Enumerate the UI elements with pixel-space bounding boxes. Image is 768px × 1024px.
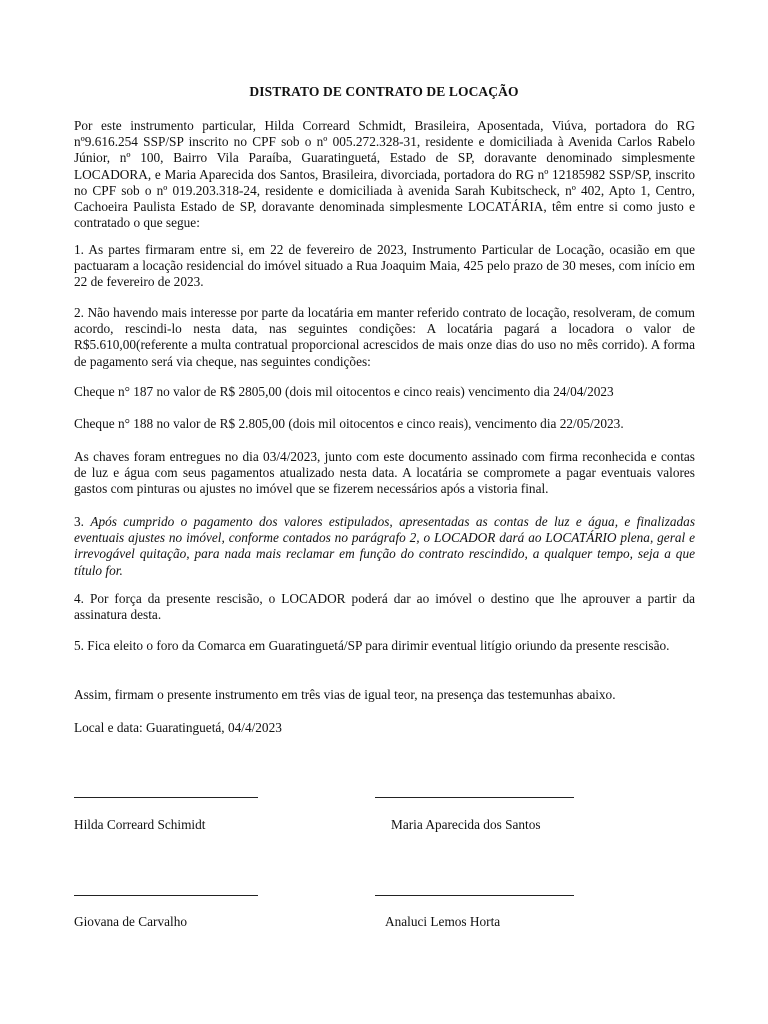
keys-paragraph: As chaves foram entregues no dia 03/4/2023, junto com este documento assinado com firma reconhecida e contas de luz e água com seus pagamentos atualizado nesta data. A locatária se compromete a pagar eventuais valores gastos com pinturas ou ajustes no imóvel que se fizerem necessários após a vistoria final. <box>74 449 695 497</box>
signature-line-2 <box>375 797 574 798</box>
clause-3-number: 3. <box>74 514 91 529</box>
signature-line-3 <box>74 895 258 896</box>
document-title: DISTRATO DE CONTRATO DE LOCAÇÃO <box>249 84 519 99</box>
place-date: Local e data: Guaratinguetá, 04/4/2023 <box>74 720 282 735</box>
clause-5: 5. Fica eleito o foro da Comarca em Guaratinguetá/SP para dirimir eventual litígio oriundo da presente rescisão. <box>74 638 670 653</box>
signature-name-3: Giovana de Carvalho <box>74 914 187 929</box>
clause-1: 1. As partes firmaram entre si, em 22 de fevereiro de 2023, Instrumento Particular de Locação, ocasião em que pactuaram a locação residencial do imóvel situado a Rua Joaquim Maia, 425 pelo prazo de 30 meses, com início em 22 de fevereiro de 2023. <box>74 242 695 290</box>
cheque-2: Cheque n° 188 no valor de R$ 2.805,00 (dois mil oitocentos e cinco reais), vencimento dia 22/05/2023. <box>74 416 624 431</box>
signature-line-4 <box>375 895 574 896</box>
signature-name-4: Analuci Lemos Horta <box>385 914 501 929</box>
clause-4: 4. Por força da presente rescisão, o LOCADOR poderá dar ao imóvel o destino que lhe aprouver a partir da assinatura desta. <box>74 591 695 623</box>
clause-2: 2. Não havendo mais interesse por parte da locatária em manter referido contrato de locação, resolveram, de comum acordo, rescindi-lo nesta data, nas seguintes condições: A locatária pagará a locadora o valor de R$5.610,00(referente a multa contratual proporcional acrescidos de mais onze dias do uso no mês corrido). A forma de pagamento será via cheque, nas seguintes condições: <box>74 305 695 369</box>
intro-paragraph: Por este instrumento particular, Hilda Correard Schmidt, Brasileira, Aposentada, Viúva, portadora do RG nº9.616.254 SSP/SP inscrito no CPF sob o nº 005.272.328-31, residente e domiciliada à Avenida Carlos Rabelo Júnior, nº 100, Bairro Vila Paraíba, Guaratinguetá, Estado de SP, doravante denominado simplesmente LOCADORA, e Maria Aparecida dos Santos, Brasileira, divorciada, portadora do RG nº 12185982 SSP/SP, inscrito no CPF sob o nº 019.203.318-24, residente e domiciliada à avenida Sarah Kubitscheck, nº 402, Apto 1, Centro, Cachoeira Paulista Estado de SP, doravante denominada simplesmente LOCATÁRIA, têm entre si como justo e contratado o que segue: <box>74 118 695 231</box>
clause-3 <box>74 514 695 579</box>
signature-name-1: Hilda Correard Schimidt <box>74 817 206 832</box>
signature-line-1 <box>74 797 258 798</box>
signature-name-2: Maria Aparecida dos Santos <box>391 817 541 832</box>
cheque-1: Cheque n° 187 no valor de R$ 2805,00 (dois mil oitocentos e cinco reais) vencimento dia 24/04/2023 <box>74 384 614 399</box>
clause-3-text: Após cumprido o pagamento dos valores estipulados, apresentadas as contas de luz e água, e finalizadas eventuais ajustes no imóvel, conforme contados no parágrafo 2, o LOCADOR dará ao LOCATÁRIO plena, geral e irrevogável quitação, para nada mais reclamar em função do contrato rescindido, a qualquer tempo, seja a que título for. <box>74 514 695 578</box>
closing-paragraph: Assim, firmam o presente instrumento em três vias de igual teor, na presença das testemunhas abaixo. <box>74 687 616 702</box>
